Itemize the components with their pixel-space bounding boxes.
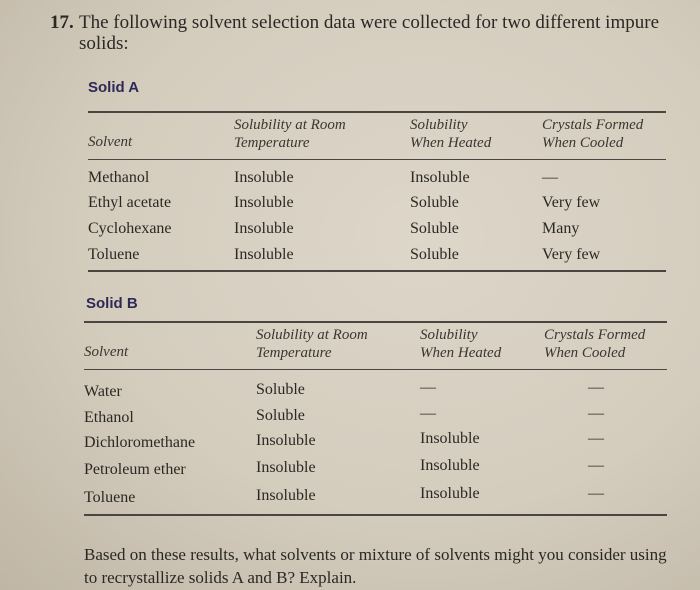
solvent-name: Ethyl acetate: [88, 194, 172, 211]
table-cell: —: [588, 457, 604, 474]
question-text: The following solvent selection data were collected for two different impure solids:: [79, 12, 660, 54]
question-number: 17.: [50, 12, 74, 33]
question: [50, 12, 680, 54]
table-cell: Insoluble: [420, 430, 480, 447]
table-cell: Insoluble: [234, 194, 294, 211]
column-header: Temperature: [234, 135, 310, 151]
table-cell: Insoluble: [256, 487, 316, 504]
header-rule: [88, 159, 666, 160]
solvent-name: Toluene: [84, 489, 136, 506]
table-cell: Insoluble: [420, 457, 480, 474]
column-header: Solubility at Room: [234, 117, 346, 133]
table-cell: —: [588, 485, 604, 502]
column-header: Solvent: [84, 344, 129, 360]
header-rule: [84, 369, 667, 370]
table-cell: Soluble: [256, 407, 305, 424]
column-header: When Cooled: [544, 345, 626, 361]
solvent-name: Water: [84, 383, 122, 400]
table-cell: Insoluble: [256, 459, 316, 476]
solvent-name: Cyclohexane: [88, 220, 172, 237]
column-header: Crystals Formed: [544, 327, 646, 343]
table-cell: Very few: [542, 194, 601, 211]
solvent-name: Toluene: [88, 246, 140, 263]
column-header: When Cooled: [542, 135, 624, 151]
table-cell: Insoluble: [410, 169, 470, 186]
table-cell: —: [588, 430, 604, 447]
table-top-rule: [84, 321, 667, 323]
table-bottom-rule: [88, 270, 666, 272]
column-header: Crystals Formed: [542, 117, 644, 133]
table-cell: Insoluble: [256, 432, 316, 449]
solvent-name: Petroleum ether: [84, 461, 186, 478]
column-header: Solubility at Room: [256, 327, 368, 343]
table-cell: Very few: [542, 246, 601, 263]
table-cell: —: [588, 379, 604, 396]
column-header: Solvent: [88, 134, 133, 150]
column-header: Solubility: [410, 117, 468, 133]
table-top-rule: [88, 111, 666, 113]
table-cell: Soluble: [256, 381, 305, 398]
table-cell: Insoluble: [234, 246, 294, 263]
table-cell: —: [420, 405, 436, 422]
table-cell: Insoluble: [234, 169, 294, 186]
solvent-name: Ethanol: [84, 409, 134, 426]
table-cell: —: [588, 405, 604, 422]
solid-a-title: Solid A: [88, 79, 140, 96]
table-cell: Soluble: [410, 246, 459, 263]
table-cell: Soluble: [410, 220, 459, 237]
column-header: When Heated: [420, 345, 502, 361]
table-cell: Many: [542, 220, 580, 237]
table-cell: Soluble: [410, 194, 459, 211]
follow-up-question: Based on these results, what solvents or mixture of solvents might you consider using to recrystallize solids A and B? Explain.: [84, 545, 667, 587]
table-cell: —: [420, 379, 436, 396]
table-cell: —: [542, 169, 558, 186]
column-header: When Heated: [410, 135, 492, 151]
solvent-name: Methanol: [88, 169, 150, 186]
solvent-name: Dichloromethane: [84, 434, 196, 451]
column-header: Solubility: [420, 327, 478, 343]
solid-b-title: Solid B: [86, 295, 138, 312]
table-cell: Insoluble: [234, 220, 294, 237]
table-bottom-rule: [84, 514, 667, 516]
column-header: Temperature: [256, 345, 332, 361]
table-cell: Insoluble: [420, 485, 480, 502]
